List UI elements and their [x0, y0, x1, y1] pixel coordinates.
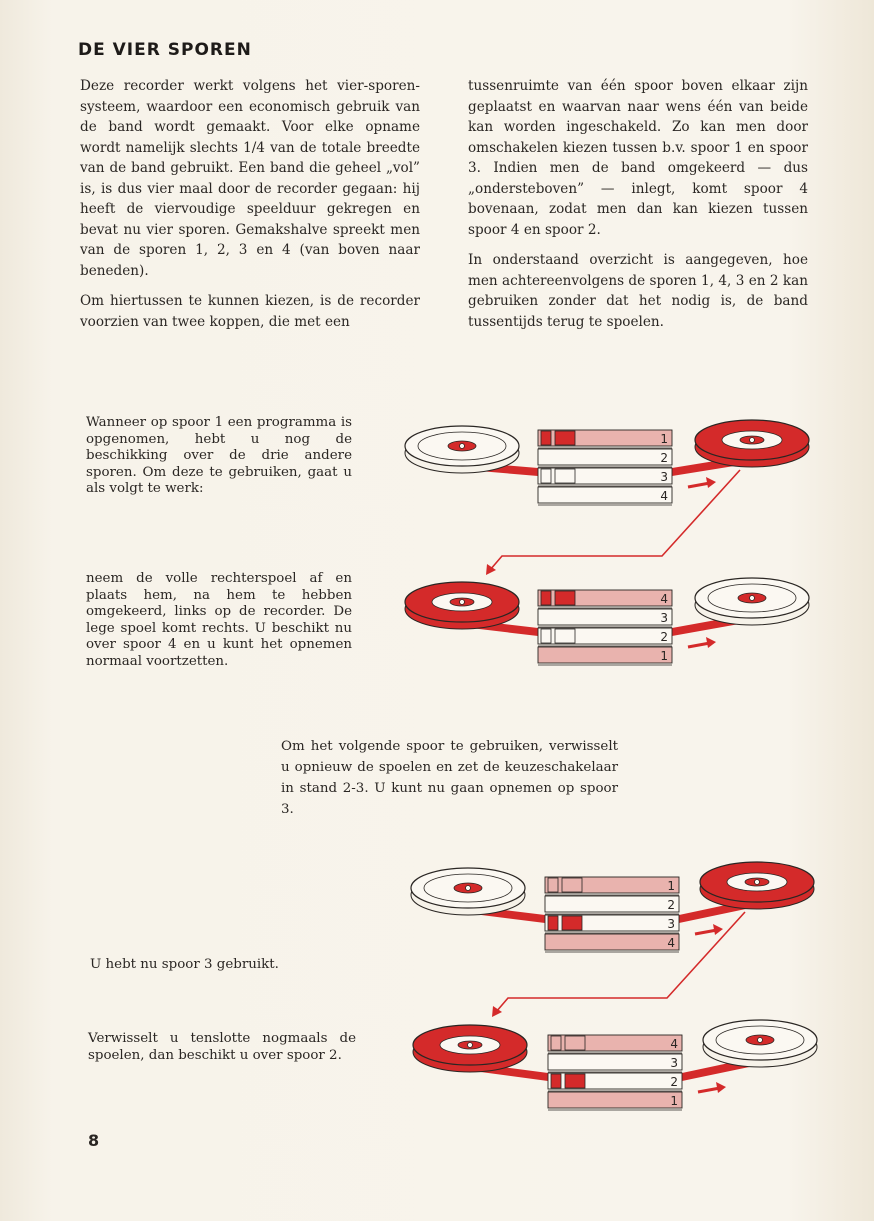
track-number: 4 — [670, 1037, 678, 1051]
step-note-1: Wanneer op spoor 1 een programma is opgenomen, hebt u nog de beschikking over de drie andere sporen. Om deze te gebruiken, gaat u als volgt te werk: — [86, 415, 352, 496]
direction-arrow — [698, 1088, 720, 1092]
page-title: DE VIER SPOREN — [78, 40, 252, 60]
reel-spindle — [466, 886, 471, 891]
head-gap — [541, 431, 551, 445]
step-note-4: U hebt nu spoor 3 gebruikt. — [90, 957, 279, 972]
track-number: 1 — [660, 432, 668, 446]
direction-arrow-head — [706, 477, 716, 488]
track-number: 2 — [660, 451, 668, 465]
intro-paragraph: Om hiertussen te kunnen kiezen, is de recorder voorzien van twee koppen, die met een — [80, 293, 420, 330]
direction-arrow-head — [706, 637, 716, 648]
head-gap — [551, 1074, 561, 1088]
track-number: 1 — [670, 1094, 678, 1108]
reel-spindle — [755, 880, 760, 885]
intro-paragraph: Deze recorder werkt volgens het vier-sporen-systeem, waardoor een economisch gebruik van de band wordt gemaakt. Voor elke opname wordt namelijk slechts 1/4 van de totale breedte van de band gebruikt. Een band die geheel „vol” is, is dus vier maal door de recorder gegaan: hij heeft de viervoudige speelduur gekregen en bevat nu vier sporen. Gemakshalve spreekt men van de sporen 1, 2, 3 en 4 (van boven naar beneden). — [80, 78, 420, 279]
track-number: 2 — [670, 1075, 678, 1089]
head-gap — [565, 1074, 585, 1088]
track-strip — [538, 609, 672, 625]
head-gap — [562, 916, 582, 930]
track-strip — [545, 934, 679, 950]
direction-arrow — [688, 483, 710, 487]
track-strip — [538, 647, 672, 663]
track-strip — [548, 1092, 682, 1108]
head-gap — [548, 916, 558, 930]
track-number: 3 — [670, 1056, 678, 1070]
track-strip — [538, 449, 672, 465]
track-strip — [538, 487, 672, 503]
track-number: 4 — [660, 592, 668, 606]
reel-spindle — [750, 596, 755, 601]
step-note-2: neem de volle rechterspoel af en plaats hem, na hem te hebben omgekeerd, links op de recorder. De lege spoel komt rechts. U beschikt nu over spoor 4 en u kunt het opnemen normaal voortzetten. — [86, 571, 352, 669]
track-number: 1 — [667, 879, 675, 893]
reel-spindle — [468, 1043, 473, 1048]
intro-paragraph: tussenruimte van één spoor boven elkaar zijn geplaatst en waarvan naar wens één van beide kan worden ingeschakeld. Zo kan men door omschakelen kiezen tussen b.v. spoor 1 en spoor 3. Indien men de band omgekeerd — dus „ondersteboven” — inlegt, komt spoor 4 bovenaan, zodat men dan kan kiezen tussen spoor 4 en spoor 2. — [468, 78, 808, 238]
track-number: 1 — [660, 649, 668, 663]
track-strip — [545, 896, 679, 912]
track-strip — [548, 1054, 682, 1070]
reel-spindle — [460, 444, 465, 449]
head-gap — [555, 431, 575, 445]
track-number: 2 — [667, 898, 675, 912]
tape-diagram-1 — [405, 420, 809, 575]
page-number: 8 — [88, 1131, 100, 1150]
intro-paragraph: In onderstaand overzicht is aangegeven, hoe men achtereenvolgens de sporen 1, 4, 3 en 2 kan gebruiken zonder dat het nodig is, de band tussentijds terug te spoelen. — [468, 252, 808, 330]
track-strip — [548, 1035, 682, 1051]
track-strip — [545, 877, 679, 893]
reel-spindle — [750, 438, 755, 443]
track-number: 3 — [660, 611, 668, 625]
step-note-3: Om het volgende spoor te gebruiken, verwisselt u opnieuw de spoelen en zet de keuzeschakelaar in stand 2-3. U kunt nu gaan opnemen op spoor 3. — [281, 739, 618, 817]
track-strip — [538, 468, 672, 484]
direction-arrow-head — [716, 1082, 726, 1093]
track-number: 4 — [667, 936, 675, 950]
direction-arrow-head — [713, 924, 723, 935]
track-number: 3 — [660, 470, 668, 484]
step-note-5: Verwisselt u tenslotte nogmaals de spoelen, dan beschikt u over spoor 2. — [88, 1031, 356, 1063]
track-number: 4 — [660, 489, 668, 503]
reel-spindle — [460, 600, 465, 605]
track-strip — [538, 628, 672, 644]
tape-diagram-3 — [411, 862, 814, 1017]
head-gap — [541, 591, 551, 605]
track-number: 3 — [667, 917, 675, 931]
reel-spindle — [758, 1038, 763, 1043]
direction-arrow — [695, 930, 717, 934]
tape-diagram-2 — [405, 578, 809, 665]
tape-diagram-4 — [413, 1020, 817, 1110]
track-number: 2 — [660, 630, 668, 644]
head-gap — [555, 591, 575, 605]
direction-arrow — [688, 643, 710, 647]
